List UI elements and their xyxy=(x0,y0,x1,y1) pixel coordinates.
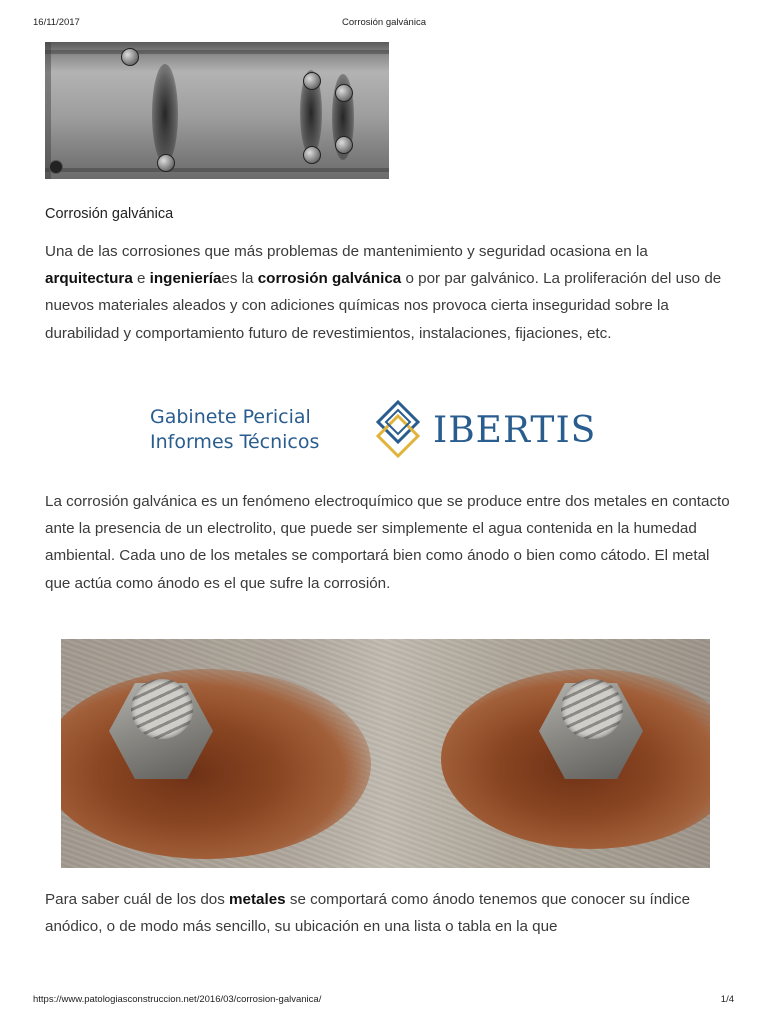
banner-line-2: Informes Técnicos xyxy=(150,431,320,453)
banner-line-1: Gabinete Pericial xyxy=(150,406,311,428)
footer-page-number: 1/4 xyxy=(720,994,734,1005)
text-run: se comportará como ánodo tenemos que conocer su índice anódico, o de modo más sencillo, su ubicación en una lista o tabla en la que xyxy=(45,891,691,936)
paragraph-intro xyxy=(45,238,735,347)
print-date: 16/11/2017 xyxy=(33,17,80,28)
bold-term: corrosión galvánica xyxy=(257,270,402,288)
text-run: Para saber cuál de los dos xyxy=(45,891,230,908)
ibertis-logo-icon xyxy=(376,400,426,460)
footer-url: https://www.patologiasconstruccion.net/2016/03/corrosion-galvanica/ xyxy=(33,994,322,1005)
ibertis-banner xyxy=(150,398,630,462)
text-run: es la xyxy=(221,270,258,288)
text-run: La corrosión galvánica es un fenómeno electroquímico que se produce entre dos metales en contacto ante la presencia de un electrolito, que puede ser simplemente el agua contenida en la humedad ambiental. Cada uno de los metales se comportará bien como ánodo o bien como cátodo. El metal que actúa como ánodo es el que sufre la corrosión. xyxy=(45,493,730,592)
print-title: Corrosión galvánica xyxy=(342,17,426,28)
bold-term: arquitectura xyxy=(45,270,133,288)
bold-term: ingeniería xyxy=(149,270,222,288)
rusted-nuts-image xyxy=(61,639,710,868)
text-run: Una de las corrosiones que más problemas de mantenimiento y seguridad ocasiona en la xyxy=(45,243,648,260)
article-heading: Corrosión galvánica xyxy=(45,206,174,222)
paragraph-anodic-index xyxy=(45,886,735,940)
text-run: o por par galvánico. La proliferación del uso de nuevos materiales aleados y con adiciones químicas nos provoca cierta inseguridad sobre la durabilidad y comportamiento futuro de revestimientos, instalaciones, fijaciones, etc. xyxy=(45,270,722,342)
paragraph-definition xyxy=(45,488,735,597)
steel-profile-bolts-image xyxy=(45,42,389,179)
ibertis-brand: IBERTIS xyxy=(433,410,597,451)
bold-term: metales xyxy=(229,891,286,908)
text-run: e xyxy=(132,270,150,288)
